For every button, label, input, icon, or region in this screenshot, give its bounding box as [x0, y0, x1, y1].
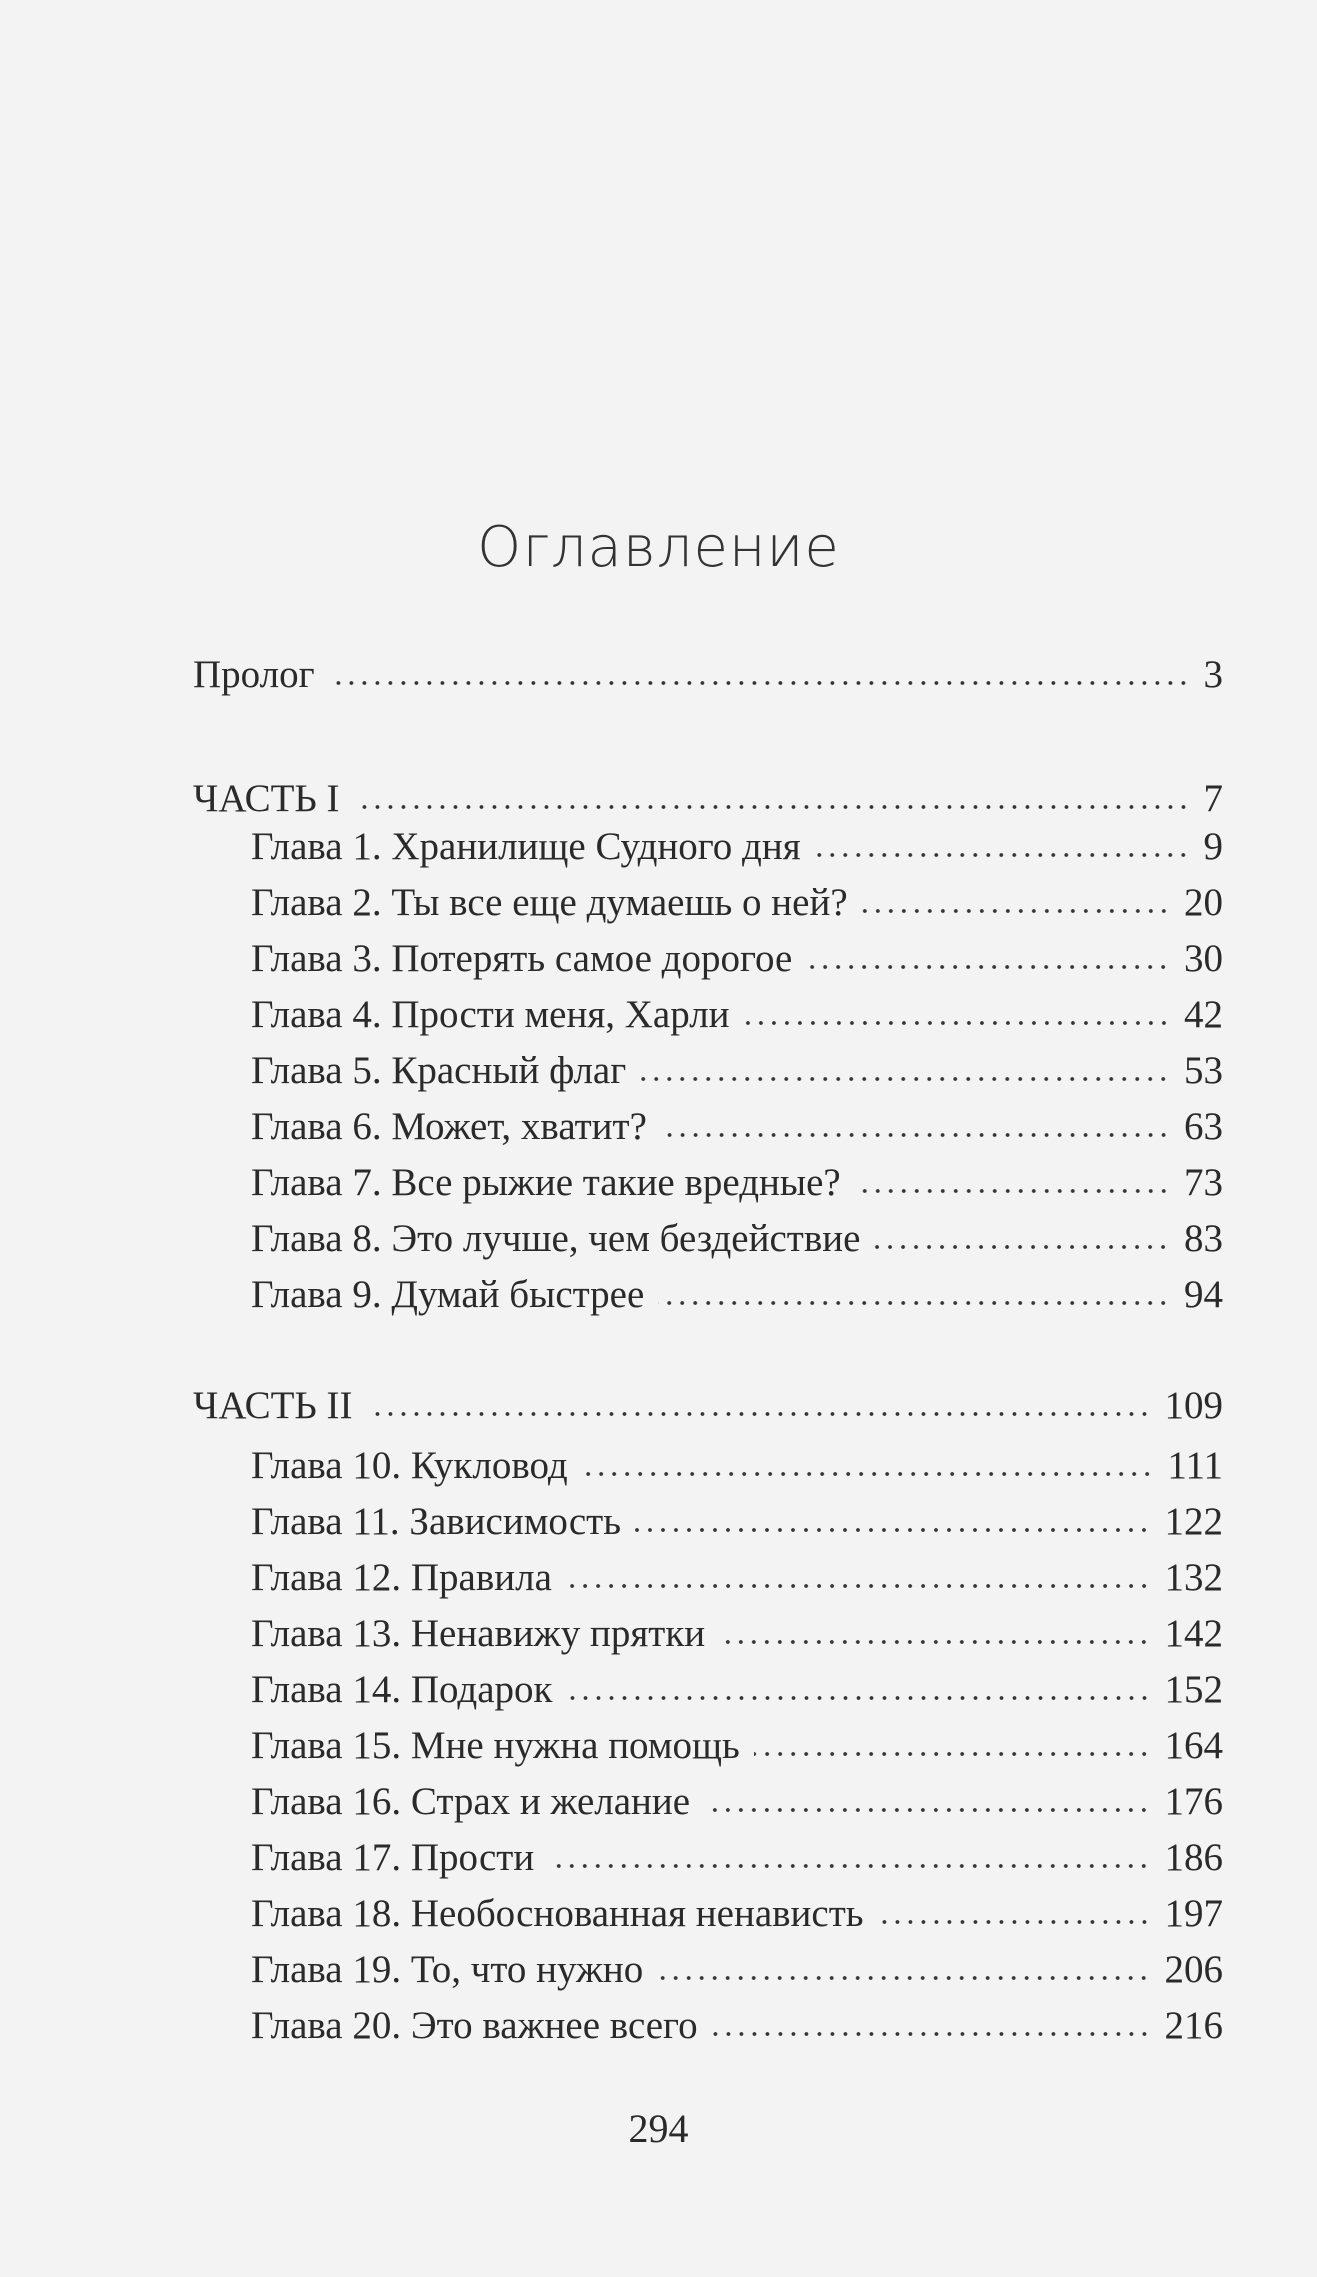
entry-title: Глава 4. Прости меня, Харли: [251, 993, 730, 1036]
dot-leader: [862, 907, 1170, 915]
toc-chapter-entry[interactable]: [251, 1216, 1223, 1266]
entry-title: Глава 12. Правила: [251, 1556, 552, 1599]
entry-page-number: 164: [1164, 1724, 1223, 1767]
toc-chapter-entry[interactable]: [251, 1272, 1223, 1322]
toc-chapter-entry[interactable]: [251, 880, 1223, 930]
dot-leader: [640, 1075, 1170, 1083]
entry-page-number: 206: [1164, 1948, 1223, 1991]
entry-title: Глава 7. Все рыжие такие вредные?: [251, 1161, 841, 1204]
entry-page-number: 3: [1203, 653, 1223, 696]
dot-leader: [855, 1187, 1170, 1195]
toc-chapter-entry[interactable]: [251, 1555, 1223, 1605]
entry-page-number: 9: [1203, 825, 1223, 868]
toc-part-entry[interactable]: [193, 1383, 1223, 1433]
entry-page-number: 216: [1164, 2004, 1223, 2047]
entry-page-number: 142: [1164, 1612, 1223, 1655]
toc-chapter-entry[interactable]: [251, 1891, 1223, 1941]
dot-leader: [719, 1638, 1150, 1646]
entry-title: Глава 11. Зависимость: [251, 1500, 622, 1543]
entry-title: Глава 16. Страх и желание: [251, 1780, 691, 1823]
toc-chapter-entry[interactable]: [251, 1667, 1223, 1717]
entry-page-number: 186: [1164, 1836, 1223, 1879]
entry-page-number: 94: [1184, 1273, 1223, 1316]
dot-leader: [704, 1806, 1150, 1814]
entry-title: Глава 3. Потерять самое дорогое: [251, 937, 793, 980]
dot-leader: [754, 1750, 1151, 1758]
entry-page-number: 7: [1203, 777, 1223, 820]
dot-leader: [658, 1299, 1170, 1307]
toc-chapter-entry[interactable]: [251, 1835, 1223, 1885]
entry-title: Глава 19. То, что нужно: [251, 1948, 644, 1991]
dot-leader: [744, 1019, 1170, 1027]
page-number: 294: [628, 2106, 689, 2151]
dot-leader: [661, 1131, 1170, 1139]
entry-page-number: 63: [1184, 1105, 1223, 1148]
dot-leader: [582, 1470, 1154, 1478]
toc-chapter-entry[interactable]: [251, 1947, 1223, 1997]
toc-chapter-entry[interactable]: [251, 1104, 1223, 1154]
entry-title: Глава 2. Ты все еще думаешь о ней?: [251, 881, 848, 924]
entry-page-number: 83: [1184, 1217, 1223, 1260]
entry-title: Глава 13. Ненавижу прятки: [251, 1612, 706, 1655]
entry-page-number: 111: [1167, 1444, 1223, 1487]
entry-page-number: 132: [1164, 1556, 1223, 1599]
entry-title: Глава 10. Кукловод: [251, 1444, 568, 1487]
page-title: Оглавление: [477, 515, 840, 580]
dot-leader: [329, 679, 1190, 687]
toc-chapter-entry[interactable]: [251, 992, 1223, 1042]
entry-title: Глава 20. Это важнее всего: [251, 2004, 698, 2047]
entry-title: Глава 17. Прости: [251, 1836, 535, 1879]
dot-leader: [367, 1410, 1151, 1418]
toc-chapter-entry[interactable]: [251, 1611, 1223, 1661]
dot-leader: [806, 963, 1170, 971]
toc-chapter-entry[interactable]: [251, 2003, 1223, 2053]
entry-title: Глава 15. Мне нужна помощь: [251, 1724, 740, 1767]
toc-chapter-entry[interactable]: [251, 1499, 1223, 1549]
toc-chapter-entry[interactable]: [251, 1443, 1223, 1493]
dot-leader: [878, 1918, 1151, 1926]
entry-title: Глава 1. Хранилище Судного дня: [251, 825, 801, 868]
dot-leader: [354, 803, 1190, 811]
toc-chapter-entry[interactable]: [251, 936, 1223, 986]
dot-leader: [548, 1862, 1150, 1870]
entry-title: Пролог: [193, 653, 315, 696]
entry-title: Глава 5. Красный флаг: [251, 1049, 627, 1092]
entry-title: Глава 18. Необоснованная ненависть: [251, 1892, 864, 1935]
entry-page-number: 20: [1184, 881, 1223, 924]
dot-leader: [815, 851, 1190, 859]
entry-title: ЧАСТЬ II: [193, 1384, 353, 1427]
entry-page-number: 109: [1164, 1384, 1223, 1427]
entry-title: ЧАСТЬ I: [193, 777, 340, 820]
entry-title: Глава 9. Думай быстрее: [251, 1273, 645, 1316]
entry-page-number: 30: [1184, 937, 1223, 980]
entry-page-number: 197: [1164, 1892, 1223, 1935]
dot-leader: [874, 1243, 1170, 1251]
entry-title: Глава 6. Может, хватит?: [251, 1105, 647, 1148]
toc-chapter-entry[interactable]: [251, 1779, 1223, 1829]
dot-leader: [566, 1582, 1151, 1590]
dot-leader: [712, 2030, 1151, 2038]
toc-chapter-entry[interactable]: [251, 1723, 1223, 1773]
entry-page-number: 73: [1184, 1161, 1223, 1204]
dot-leader: [635, 1526, 1150, 1534]
entry-title: Глава 8. Это лучше, чем бездействие: [251, 1217, 861, 1260]
entry-page-number: 152: [1164, 1668, 1223, 1711]
entry-page-number: 122: [1164, 1500, 1223, 1543]
toc-chapter-entry[interactable]: [251, 1048, 1223, 1098]
entry-page-number: 53: [1184, 1049, 1223, 1092]
entry-title: Глава 14. Подарок: [251, 1668, 553, 1711]
entry-page-number: 176: [1164, 1780, 1223, 1823]
toc-part-entry[interactable]: [193, 652, 1223, 702]
toc-chapter-entry[interactable]: [251, 1160, 1223, 1210]
toc-part-entry[interactable]: [193, 776, 1223, 826]
entry-page-number: 42: [1184, 993, 1223, 1036]
dot-leader: [657, 1974, 1150, 1982]
dot-leader: [567, 1694, 1151, 1702]
toc-chapter-entry[interactable]: [251, 824, 1223, 874]
